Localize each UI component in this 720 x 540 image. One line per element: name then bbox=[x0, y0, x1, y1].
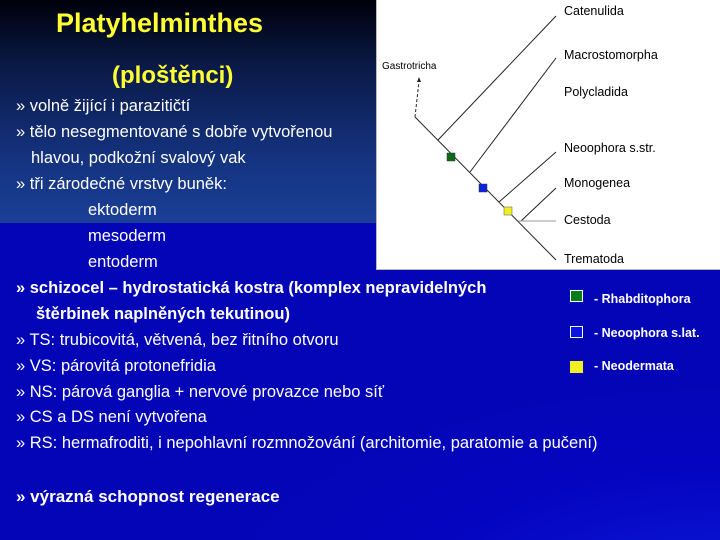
taxon-label: Cestoda bbox=[564, 213, 611, 227]
legend-label: - Neoophora s.lat. bbox=[594, 326, 700, 340]
outgroup-label: Gastrotricha bbox=[382, 61, 437, 72]
bullet: » RS: hermafroditi, i nepohlavní rozmnožování (architomie, paratomie a pučení) bbox=[16, 434, 598, 452]
bullet-cont: štěrbinek naplněných tekutinou) bbox=[36, 305, 290, 323]
taxon-label: Macrostomorpha bbox=[564, 48, 658, 62]
tree-lines bbox=[377, 0, 720, 270]
legend-label: - Rhabditophora bbox=[594, 292, 691, 306]
slide-title: Platyhelminthes bbox=[56, 8, 264, 38]
bullet: » VS: párovitá protonefridia bbox=[16, 357, 216, 375]
bullet: » schizocel – hydrostatická kostra (komplex nepravidelných bbox=[16, 279, 487, 297]
bullet: » NS: párová ganglia + nervové provazce nebo síť bbox=[16, 383, 385, 401]
taxon-label: Neoophora s.str. bbox=[564, 141, 656, 155]
taxon-label: Trematoda bbox=[564, 252, 624, 266]
taxon-label: Monogenea bbox=[564, 176, 631, 190]
bullet: » tři zárodečné vrstvy buněk: bbox=[16, 175, 227, 193]
neodermata-marker bbox=[504, 207, 512, 215]
germ-layer: ektoderm bbox=[88, 201, 157, 219]
bullet: » výrazná schopnost regenerace bbox=[16, 487, 280, 506]
legend-swatch-blue bbox=[570, 326, 583, 338]
germ-layer: mesoderm bbox=[88, 227, 166, 245]
legend-swatch-green bbox=[570, 290, 583, 302]
bullet: » TS: trubicovitá, větvená, bez řitního otvoru bbox=[16, 331, 339, 349]
germ-layer: entoderm bbox=[88, 253, 158, 271]
taxon-label: Polycladida bbox=[564, 85, 628, 99]
rhabditophora-marker bbox=[447, 153, 455, 161]
bullet: » tělo nesegmentované s dobře vytvořenou bbox=[16, 123, 333, 141]
taxon-label: Catenulida bbox=[564, 4, 624, 18]
slide-subtitle: (ploštěnci) bbox=[112, 62, 234, 89]
legend-label: - Neodermata bbox=[594, 359, 674, 373]
phylogenetic-tree bbox=[376, 0, 720, 270]
bullet: » volně žijící i parazitičtí bbox=[16, 97, 191, 115]
neoophora-marker bbox=[479, 184, 487, 192]
bullet-cont: hlavou, podkožní svalový vak bbox=[31, 149, 246, 167]
bullet: » CS a DS není vytvořena bbox=[16, 408, 207, 426]
legend-swatch-yellow bbox=[570, 361, 583, 373]
